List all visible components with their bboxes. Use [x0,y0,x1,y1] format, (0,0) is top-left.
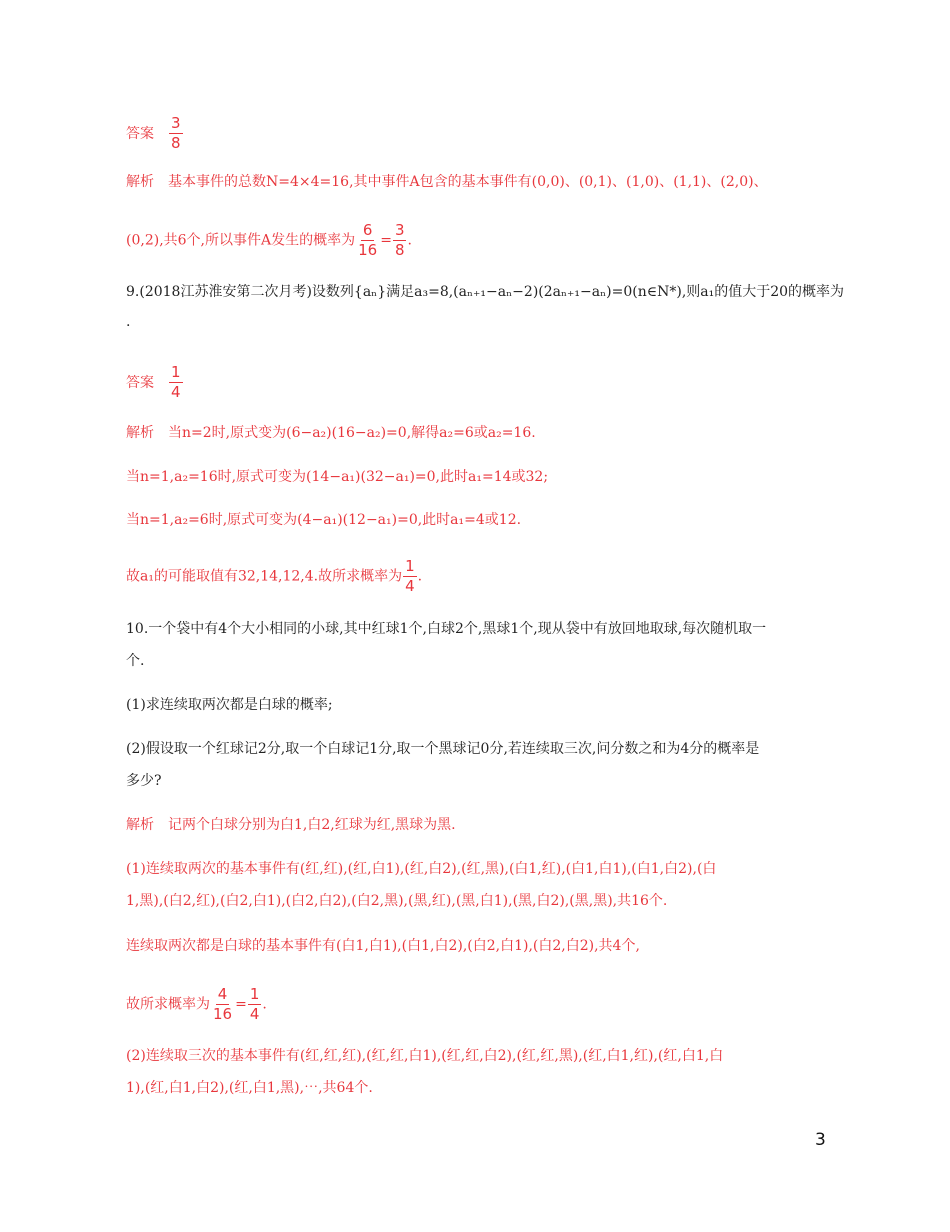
q10-sol2-line1: (2)连续取三次的基本事件有(红,红,红),(红,红,白1),(红,红,白2),(红,红,黑),(红,白1,红),(红,白1,白 [126,1048,724,1064]
q10-sol2-line2: 1),(红,白1,白2),(红,白1,黑),⋯,共64个. [126,1080,373,1096]
q8-analysis-line2: (0,2),共6个,所以事件A发生的概率为 $\frac{6}{16}$ = $\frac{3}{8}$ . [126,221,412,259]
fraction: $\frac{3}{8}$ [171,114,181,152]
q9-question-end: . [126,314,131,330]
analysis-label: 解析 [126,817,154,833]
answer-label: 答案 [126,374,154,391]
q10-part2-line2: 多少? [126,773,162,789]
q9-answer [126,364,184,401]
answer-label: 答案 [126,125,154,142]
q9-analysis-line3: 当n=1,a₂=6时,原式可变为(4−a₁)(12−a₁)=0,此时a₁=4或12. [126,512,522,528]
page-number: 3 [815,1130,826,1150]
q10-sol1-line2: 1,黑),(白2,红),(白2,白1),(白2,白2),(白2,黑),(黑,红),(黑,白1),(黑,白2),(黑,黑),共16个. [126,893,668,909]
q10-part1: (1)求连续取两次都是白球的概率; [126,697,333,713]
q8-answer [126,115,184,152]
q10-sol1-line1: (1)连续取两次的基本事件有(红,红),(红,白1),(红,白2),(红,黑),(白1,红),(白1,白1),(白1,白2),(白 [126,861,717,877]
fraction: $\frac{1}{4}$ [249,985,260,1023]
q9-question: 9.(2018江苏淮安第二次月考)设数列{aₙ}满足a₃=8,(aₙ₊₁−aₙ−2)(2aₙ₊₁−aₙ)=0(n∈N*),则a₁的值大于20的概率为 [126,284,845,300]
fraction: $\frac{6}{16}$ [358,221,378,259]
fraction: $\frac{3}{8}$ [394,221,405,259]
q10-part2-line1: (2)假设取一个红球记2分,取一个白球记1分,取一个黑球记0分,若连续取三次,问分数之和为4分的概率是 [126,741,760,757]
q9-analysis-line4: 故a₁的可能取值有32,14,12,4.故所求概率为 $\frac{1}{4}$ . [126,557,423,595]
q8-analysis-line1 [126,172,768,192]
analysis-label: 解析 [126,174,154,190]
analysis-label: 解析 [126,425,154,441]
fraction: $\frac{1}{4}$ [171,363,181,401]
fraction: $\frac{4}{16}$ [213,985,233,1023]
q9-analysis-line2: 当n=1,a₂=16时,原式可变为(14−a₁)(32−a₁)=0,此时a₁=14或32; [126,469,549,485]
q10-question-line2: 个. [126,653,145,669]
q10-question-line1: 10.一个袋中有4个大小相同的小球,其中红球1个,白球2个,黑球1个,现从袋中有放回地取球,每次随机取一 [126,621,767,637]
q9-analysis-line1: 解析 当n=2时,原式变为(6−a₂)(16−a₂)=0,解得a₂=6或a₂=16. [126,425,536,441]
analysis-text: 基本事件的总数N=4×4=16,其中事件A包含的基本事件有(0,0)、(0,1)、(1,0)、(1,1)、(2,0)、 [168,174,768,190]
q10-sol1-line4: 故所求概率为 $\frac{4}{16}$ = $\frac{1}{4}$ . [126,985,267,1023]
q10-analysis-intro: 解析 记两个白球分别为白1,白2,红球为红,黑球为黑. [126,817,456,833]
q10-sol1-line3: 连续取两次都是白球的基本事件有(白1,白1),(白1,白2),(白2,白1),(白2,白2),共4个, [126,938,640,954]
fraction: $\frac{1}{4}$ [405,557,415,595]
